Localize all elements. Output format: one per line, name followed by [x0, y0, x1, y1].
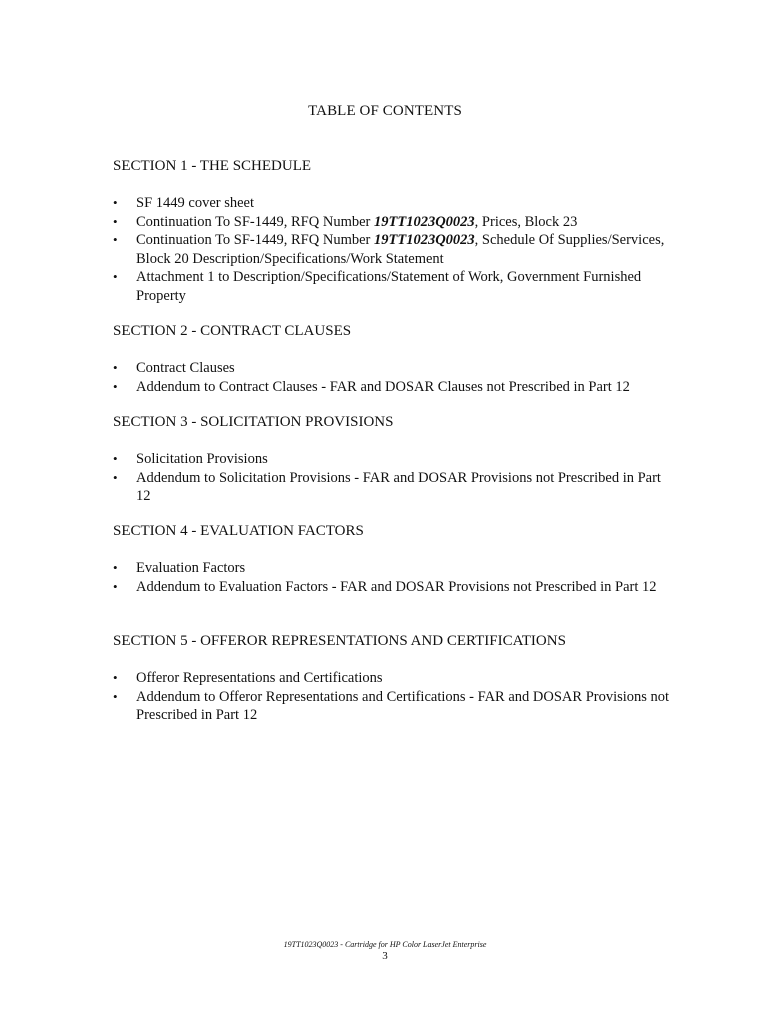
footer-text: 19TT1023Q0023 - Cartridge for HP Color LaserJet Enterprise [283, 940, 487, 949]
section-heading: SECTION 2 - CONTRACT CLAUSES [113, 323, 352, 339]
list-item: • Evaluation Factors [113, 560, 246, 576]
section-heading: SECTION 4 - EVALUATION FACTORS [113, 523, 364, 539]
bullet-icon: • [113, 578, 118, 594]
list-item: • Addendum to Offeror Representations and Certifications - FAR and DOSAR Provisions not Prescribed in Part 12 [113, 688, 670, 723]
section-heading: SECTION 3 - SOLICITATION PROVISIONS [113, 414, 394, 430]
section-item-list [113, 194, 673, 305]
toc-title: TABLE OF CONTENTS [308, 103, 462, 119]
section-5 [113, 632, 673, 725]
section-heading: SECTION 1 - THE SCHEDULE [113, 158, 312, 174]
list-item: • Addendum to Evaluation Factors - FAR and DOSAR Provisions not Prescribed in Part 12 [113, 578, 657, 595]
section-4 [113, 522, 673, 596]
bullet-icon: • [113, 360, 118, 375]
list-item: • Offeror Representations and Certifications [113, 670, 383, 686]
section-heading: SECTION 5 - OFFEROR REPRESENTATIONS AND CERTIFICATIONS [113, 633, 566, 649]
list-item: • Solicitation Provisions [113, 451, 268, 467]
bullet-icon: • [113, 269, 118, 284]
list-item: • Addendum to Solicitation Provisions - FAR and DOSAR Provisions not Prescribed in Part 12 [113, 469, 661, 504]
bullet-icon: • [113, 195, 118, 210]
list-item: • Attachment 1 to Description/Specifications/Statement of Work, Government Furnished Property [113, 269, 642, 304]
list-item: • Continuation To SF-1449, RFQ Number 19TT1023Q0023, Schedule Of Supplies/Services, Block 20 Description/Specifications/Work Statement [113, 232, 665, 267]
list-item: • Contract Clauses [113, 360, 235, 376]
bullet-icon: • [113, 560, 118, 575]
bullet-icon: • [113, 469, 118, 485]
section-1 [113, 157, 673, 305]
list-item: • Continuation To SF-1449, RFQ Number 19TT1023Q0023, Prices, Block 23 [113, 213, 578, 230]
section-item-list [113, 450, 673, 506]
section-item-list [113, 359, 673, 396]
list-item: • Addendum to Contract Clauses - FAR and DOSAR Clauses not Prescribed in Part 12 [113, 378, 630, 395]
bullet-icon: • [113, 688, 118, 704]
bullet-icon: • [113, 670, 118, 685]
section-item-list [113, 669, 673, 725]
section-3 [113, 413, 673, 506]
page-number: 3 [382, 950, 388, 962]
list-item: • SF 1449 cover sheet [113, 195, 254, 211]
bullet-icon: • [113, 378, 118, 394]
bullet-icon: • [113, 451, 118, 466]
bullet-icon: • [113, 232, 118, 247]
bullet-icon: • [113, 213, 118, 229]
section-item-list [113, 559, 673, 596]
section-2 [113, 322, 673, 396]
